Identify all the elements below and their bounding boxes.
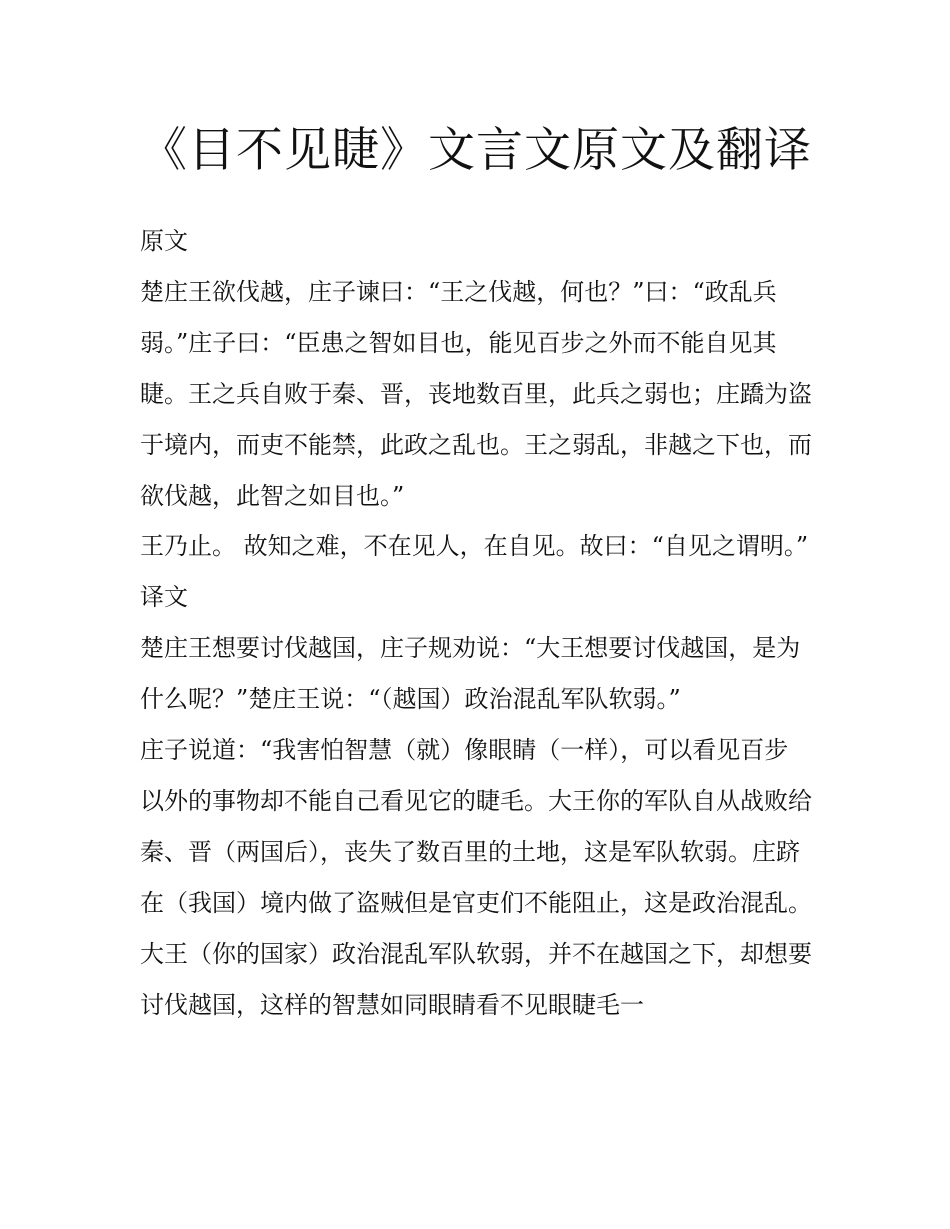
document-page (140, 112, 812, 1031)
paragraph-translation-1: 楚庄王想要讨伐越国，庄子规劝说：“大王想要讨伐越国，是为什么呢？”楚庄王说：“（越国）政治混乱军队软弱。” (140, 634, 801, 714)
document-body (140, 216, 812, 1031)
paragraph-translation-2: 庄子说道：“我害怕智慧（就）像眼睛（一样），可以看见百步以外的事物却不能自己看见它的睫毛。大王你的军队自从战败给秦、晋（两国后），丧失了数百里的土地，这是军队软弱。庄跻在（我国）境内做了盗贼但是官吏们不能阻止，这是政治混乱。大王（你的国家）政治混乱军队软弱，并不在越国之下，却想要讨伐越国，这样的智慧如同眼睛看不见眼睫毛一 (140, 736, 812, 1019)
document-title: 《目不见睫》文言文原文及翻译 (140, 123, 812, 178)
paragraph-original-text: 楚庄王欲伐越，庄子谏曰：“王之伐越，何也？”曰：“政乱兵弱。”庄子曰：“臣患之智如目也，能见百步之外而不能自见其睫。王之兵自败于秦、晋，丧地数百里，此兵之弱也；庄蹻为盗于境内，而吏不能禁，此政之乱也。王之弱乱，非越之下也，而欲伐越，此智之如目也。” (140, 277, 812, 510)
section-heading-original: 原文 (140, 227, 188, 255)
paragraph-conclusion: 王乃止。 故知之难，不在见人，在自见。故曰：“自见之谓明。” 译文 (140, 532, 809, 612)
